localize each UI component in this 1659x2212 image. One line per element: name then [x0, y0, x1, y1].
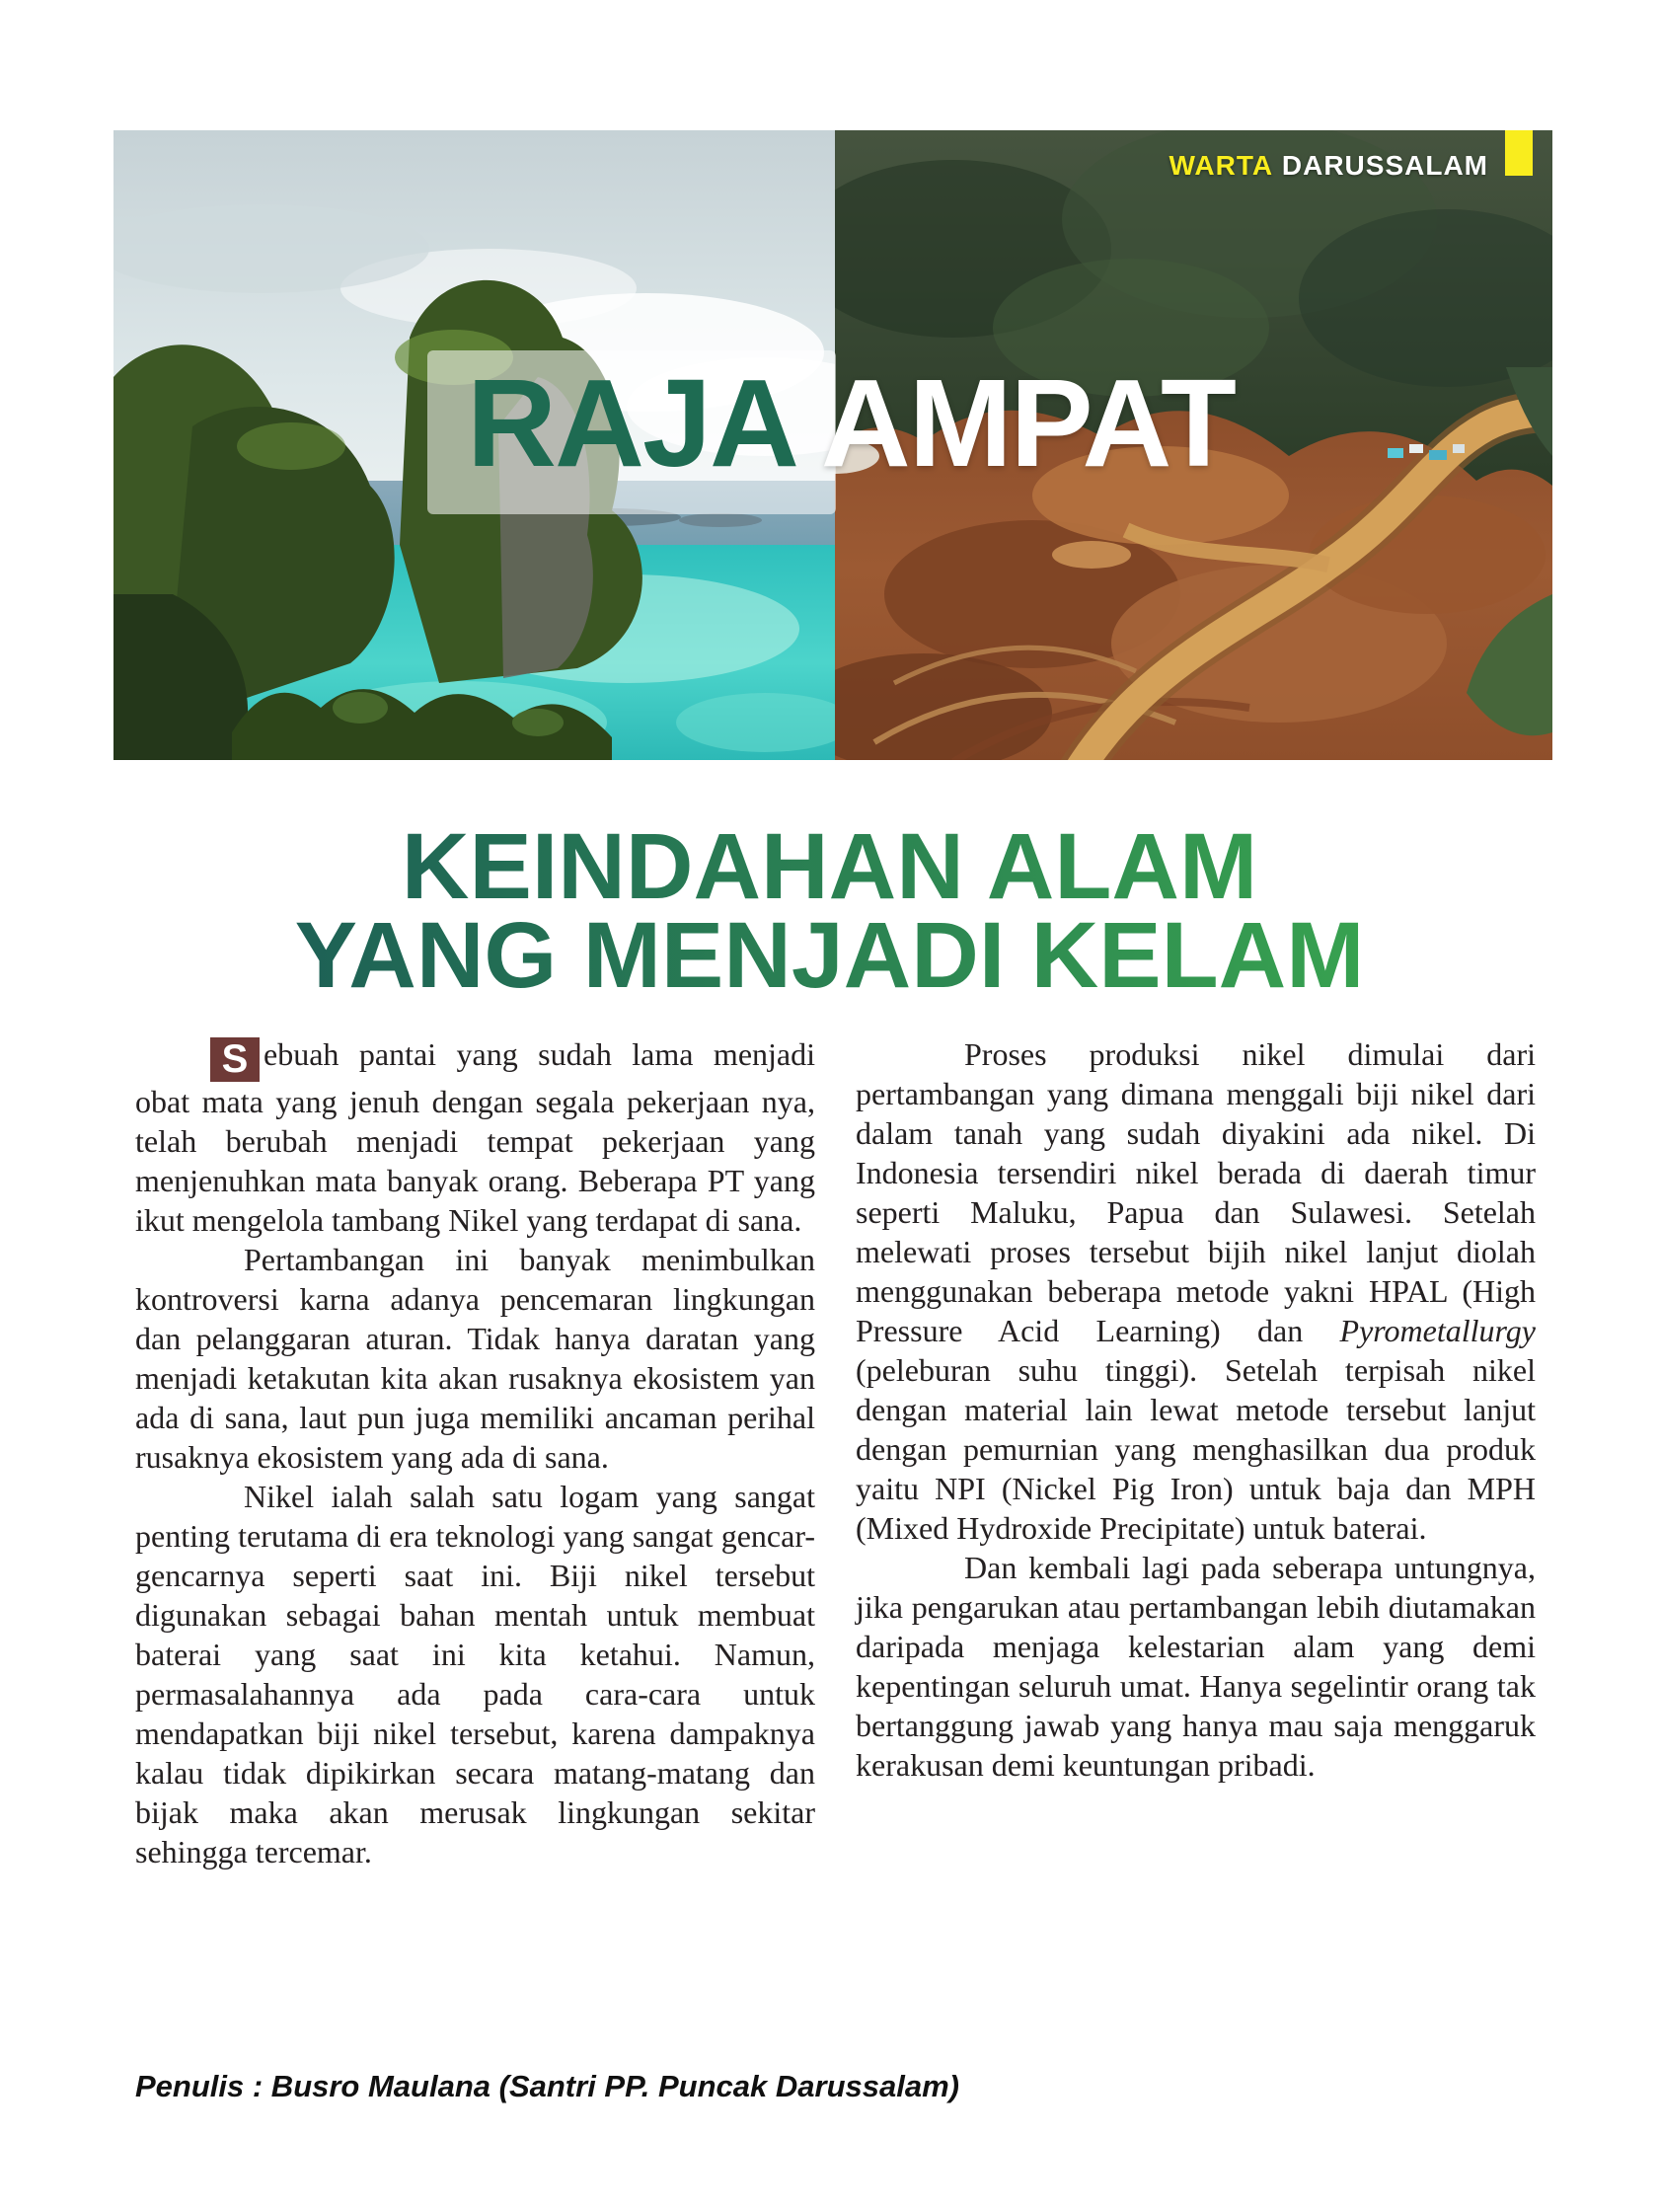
paragraph-1: [135, 1034, 815, 1240]
dropcap-s: S: [210, 1037, 260, 1082]
headline-line1: KEINDAHAN ALAM: [401, 814, 1258, 919]
article-column-left: [135, 1034, 815, 1871]
headline-line2: YANG MENJADI KELAM: [294, 903, 1365, 1008]
paragraph-4: [856, 1034, 1536, 1548]
article-headline: [0, 814, 1659, 1008]
hero-title-raja: RAJA: [467, 353, 793, 493]
paragraph-4-text-b: (peleburan suhu tinggi). Setelah terpisah nikel dengan material lain lewat metode tersebut lanjut dengan pemurnian yang menghasilkan dua produk yaitu NPI (Nickel Pig Iron) untuk baja dan MPH (Mixed Hydroxide Precipitate) untuk baterai.: [856, 1352, 1536, 1546]
paragraph-2: Pertambangan ini banyak menimbulkan kontroversi karna adanya pencemaran lingkungan dan pelanggaran aturan. Tidak hanya daratan yang menjadi ketakutan kita akan rusaknya ekosistem yan ada di sana, laut pun juga memiliki ancaman perihal rusaknya ekosistem yang ada di sana.: [135, 1242, 815, 1475]
hero-banner: [113, 130, 1552, 760]
paragraph-5: Dan kembali lagi pada seberapa untungnya, jika pengarukan atau pertambangan lebih diutamakan daripada menjaga kelestarian alam yang demi kepentingan seluruh umat. Hanya segelintir orang tak bertanggung jawab yang hanya mau saja menggaruk kerakusan demi keuntungan pribadi.: [856, 1550, 1536, 1783]
author-byline: Penulis : Busro Maulana (Santri PP. Puncak Darussalam): [135, 2069, 959, 2103]
masthead-brand: [1169, 152, 1488, 180]
masthead-word-darussalam: DARUSSALAM: [1281, 150, 1488, 181]
masthead-accent-tab: [1505, 130, 1533, 176]
paragraph-1-text: ebuah pantai yang sudah lama menjadi obat mata yang jenuh dengan segala pekerjaan nya, telah berubah menjadi tempat pekerjaan yang menjenuhkan mata banyak orang. Beberapa PT yang ikut mengelola tambang Nikel yang terdapat di sana.: [135, 1036, 815, 1238]
article-column-right: [856, 1034, 1536, 1785]
hero-title-ampat: AMPAT: [820, 353, 1235, 493]
paragraph-4-italic-term: Pyrometallurgy: [1339, 1313, 1536, 1348]
paragraph-3: Nikel ialah salah satu logam yang sangat penting terutama di era teknologi yang sangat gencar-gencarnya seperti saat ini. Biji nikel tersebut digunakan sebagai bahan mentah untuk membuat baterai yang saat ini kita ketahui. Namun, permasalahannya ada pada cara-cara untuk mendapatkan biji nikel tersebut, karena dampaknya kalau tidak dipikirkan secara matang-matang dan bijak maka akan merusak lingkungan sekitar sehingga tercemar.: [135, 1479, 815, 1869]
paragraph-4-text-a: Proses produksi nikel dimulai dari pertambangan yang dimana menggali biji nikel dari dalam tanah yang sudah diyakini ada nikel. Di Indonesia tersendiri nikel berada di daerah timur seperti Maluku, Papua dan Sulawesi. Setelah melewati proses tersebut bijih nikel lanjut diolah menggunakan beberapa metode yakni HPAL (High Pressure Acid Learning) dan: [856, 1036, 1536, 1348]
hero-title: [467, 353, 1235, 493]
masthead-word-warta: WARTA: [1169, 150, 1274, 181]
